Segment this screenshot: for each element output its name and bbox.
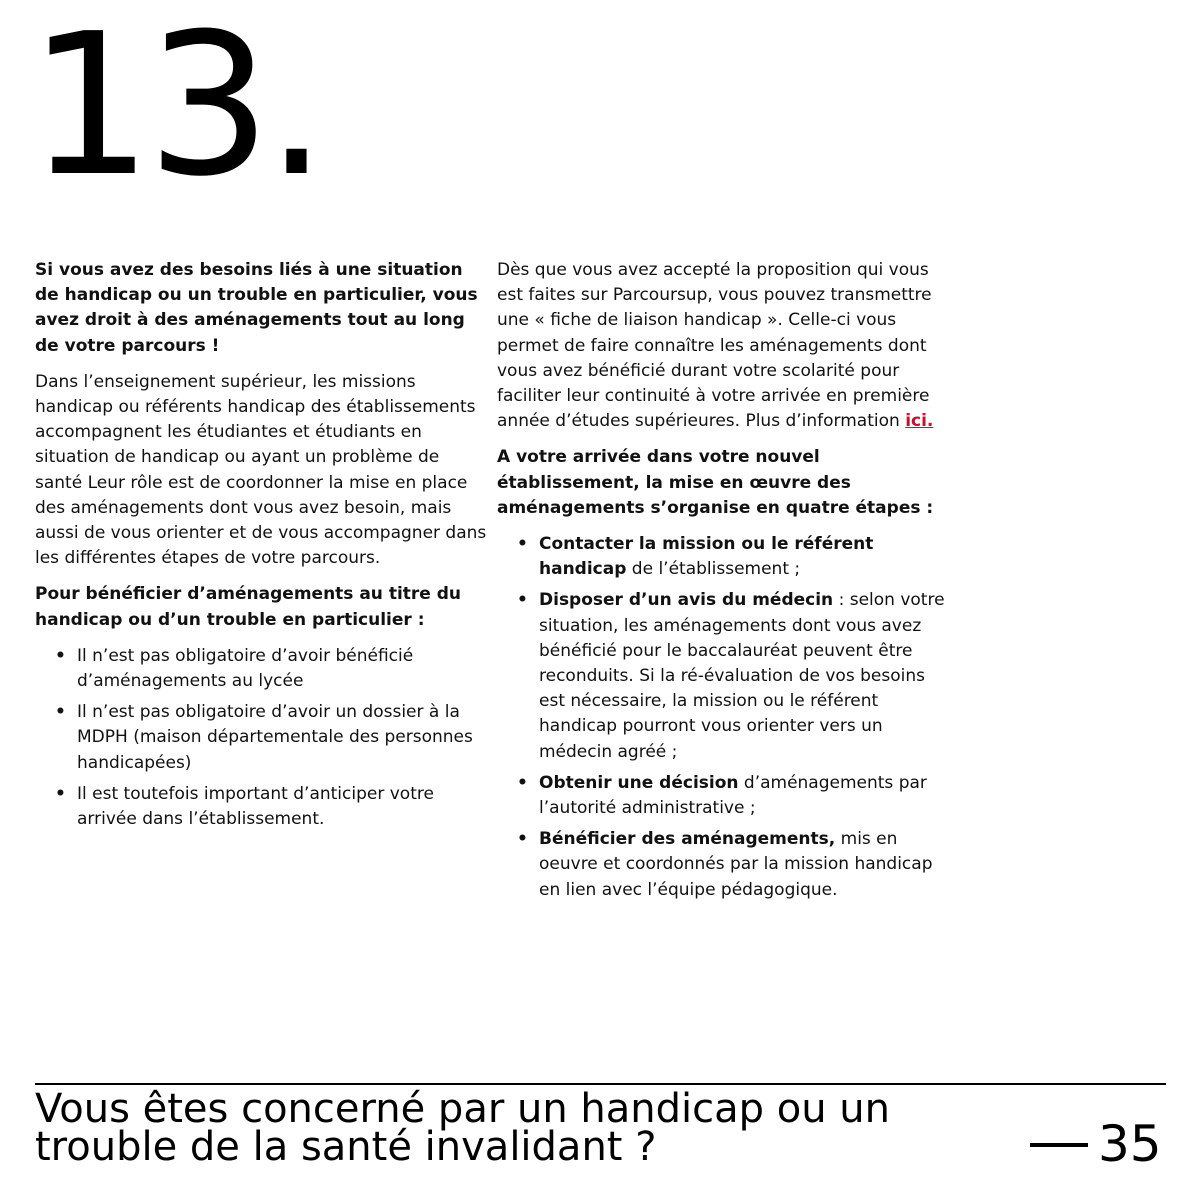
section-title: Vous êtes concerné par un handicap ou un trouble de la santé invalidant ? [35, 1086, 890, 1170]
bullet-icon: • [55, 783, 66, 804]
footer-divider [35, 1083, 1166, 1085]
steps-heading: A votre arrivée dans votre nouvel établissement, la mise en œuvre des aménagements s’organise en quatre étapes : [497, 447, 934, 518]
list-item: • Bénéficier des aménagements, mis en oeuvre et coordonnés par la mission handicap en lien avec l’équipe pédagogique. [517, 829, 933, 900]
intro-text: Si vous avez des besoins liés à une situation de handicap ou un trouble en particulier, vous avez droit à des aménagements tout au long de votre parcours ! [35, 260, 478, 356]
list-item: • Disposer d’un avis du médecin : selon votre situation, les aménagements dont vous avez bénéficié pour le baccalauréat peuvent être reconduits. Si la ré-évaluation de vos besoins est nécessaire, la mission ou le référent handicap pourront vous orienter vers un médecin agréé ; [517, 590, 945, 762]
more-info-link[interactable]: ici. [905, 411, 934, 432]
conditions-heading: Pour bénéficier d’aménagements au titre du handicap ou d’un trouble en particulier : [35, 584, 462, 630]
bullet-icon: • [517, 534, 528, 555]
parcoursup-paragraph: Dès que vous avez accepté la proposition qui vous est faites sur Parcoursup, vous pouvez transmettre une « fiche de liaison handicap ». Celle-ci vous permet de faire connaître les aménagements dont vous avez bénéficié durant votre scolarité pour faciliter leur continuité à votre arrivée en première année d’études supérieures. Plus d’information ici. [497, 260, 934, 432]
list-item: • Contacter la mission ou le référent handicap de l’établissement ; [517, 534, 874, 580]
left-column [35, 258, 487, 844]
bullet-icon: • [55, 702, 66, 723]
bullet-icon: • [517, 772, 528, 793]
bullet-icon: • [55, 645, 66, 666]
page-number: 35 [1098, 1115, 1162, 1173]
right-column [497, 258, 952, 915]
list-item: • Il n’est pas obligatoire d’avoir bénéficié d’aménagements au lycée [55, 645, 414, 692]
page-dash [1030, 1143, 1088, 1147]
list-item: • Obtenir une décision d’aménagements par l’autorité administrative ; [517, 772, 927, 819]
missions-paragraph: Dans l’enseignement supérieur, les missions handicap ou référents handicap des établissements accompagnent les étudiantes et étudiants en situation de handicap ou ayant un problème de santé Leur rôle est de coordonner la mise en place des aménagements dont vous avez besoin, mais aussi de vous orienter et de vous accompagner dans les différentes étapes de votre parcours. [35, 371, 487, 569]
chapter-number: 13. [28, 0, 322, 220]
steps-list [497, 532, 952, 903]
bullet-icon: • [517, 590, 528, 611]
bullet-icon: • [517, 829, 528, 850]
list-item: • Il n’est pas obligatoire d’avoir un dossier à la MDPH (maison départementale des personnes handicapées) [55, 702, 473, 773]
conditions-list [35, 644, 487, 832]
list-item: • Il est toutefois important d’anticiper votre arrivée dans l’établissement. [55, 783, 434, 830]
